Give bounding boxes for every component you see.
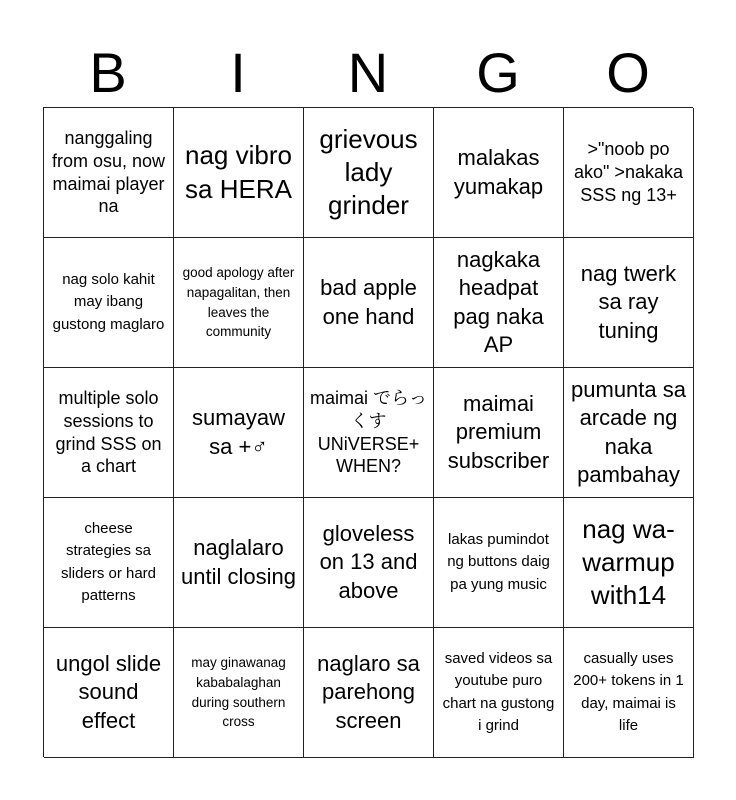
- bingo-cell-r3c2[interactable]: [174, 368, 304, 498]
- bingo-cell-r3c1[interactable]: [44, 368, 174, 498]
- bingo-cell-r4c4[interactable]: [434, 498, 564, 628]
- cell-text: may ginawanag kababalaghan during southern cross: [191, 655, 286, 730]
- cell-text: bad apple one hand: [320, 275, 417, 329]
- cell-text: nanggaling from osu, now maimai player na: [51, 128, 166, 217]
- cell-text: >"noob po ako" >nakaka SSS ng 13+: [574, 139, 683, 205]
- cell-text: lakas pumindot ng buttons daig pa yung music: [447, 530, 550, 593]
- bingo-cell-r4c1[interactable]: [44, 498, 174, 628]
- cell-text: gloveless on 13 and above: [319, 521, 418, 603]
- bingo-cell-r4c3[interactable]: [304, 498, 434, 628]
- bingo-cell-r5c4[interactable]: [434, 628, 564, 758]
- cell-text: good apology after napagalitan, then leaves the community: [182, 265, 295, 340]
- bingo-cell-r5c3[interactable]: [304, 628, 434, 758]
- bingo-cell-r1c3[interactable]: [304, 108, 434, 238]
- cell-text: naglaro sa parehong screen: [317, 651, 420, 733]
- cell-text: pumunta sa arcade ng naka pambahay: [571, 377, 686, 487]
- bingo-cell-r2c2[interactable]: [174, 238, 304, 368]
- cell-text: casually uses 200+ tokens in 1 day, maimai is life: [573, 649, 684, 734]
- cell-text: nag wa-warmup with14: [582, 513, 675, 611]
- bingo-cell-r3c4[interactable]: [434, 368, 564, 498]
- bingo-cell-r5c2[interactable]: [174, 628, 304, 758]
- bingo-cell-r2c4[interactable]: [434, 238, 564, 368]
- bingo-cell-r3c3[interactable]: [304, 368, 434, 498]
- bingo-cell-r2c3[interactable]: [304, 238, 434, 368]
- bingo-cell-r1c5[interactable]: [564, 108, 694, 238]
- cell-text: maimai premium subscriber: [447, 391, 550, 473]
- bingo-cell-r5c5[interactable]: [564, 628, 694, 758]
- cell-text: saved videos sa youtube puro chart na gustong i grind: [442, 649, 555, 734]
- cell-text: nagkaka headpat pag naka AP: [453, 247, 544, 357]
- bingo-cell-r1c1[interactable]: [44, 108, 174, 238]
- bingo-cell-r2c1[interactable]: [44, 238, 174, 368]
- cell-text: multiple solo sessions to grind SSS on a chart: [55, 388, 162, 477]
- cell-text: maimai でらっくす UNiVERSE+ WHEN?: [310, 388, 428, 477]
- cell-text: malakas yumakap: [453, 145, 544, 199]
- cell-text: nag twerk sa ray tuning: [580, 261, 677, 343]
- cell-text: cheese strategies sa sliders or hard patterns: [60, 519, 157, 604]
- bingo-cell-r4c5[interactable]: [564, 498, 694, 628]
- cell-text: ungol slide sound effect: [55, 651, 162, 733]
- bingo-header: [43, 40, 693, 106]
- cell-text: nag solo kahit may ibang gustong maglaro: [52, 270, 165, 333]
- bingo-cell-r4c2[interactable]: [174, 498, 304, 628]
- bingo-cell-r1c2[interactable]: [174, 108, 304, 238]
- cell-text: grievous lady grinder: [319, 123, 418, 221]
- bingo-cell-r3c5[interactable]: [564, 368, 694, 498]
- header-letter-g: G: [476, 41, 520, 104]
- header-letter-o: O: [606, 41, 650, 104]
- bingo-cell-r1c4[interactable]: [434, 108, 564, 238]
- header-letter-b: B: [89, 41, 127, 104]
- cell-text: naglalaro until closing: [181, 535, 296, 589]
- header-letter-n: N: [347, 41, 389, 104]
- header-letter-i: I: [230, 41, 246, 104]
- bingo-board: [43, 107, 693, 757]
- bingo-cell-r5c1[interactable]: [44, 628, 174, 758]
- cell-text: nag vibro sa HERA: [185, 140, 292, 204]
- cell-text: sumayaw sa +♂: [192, 405, 285, 459]
- bingo-cell-r2c5[interactable]: [564, 238, 694, 368]
